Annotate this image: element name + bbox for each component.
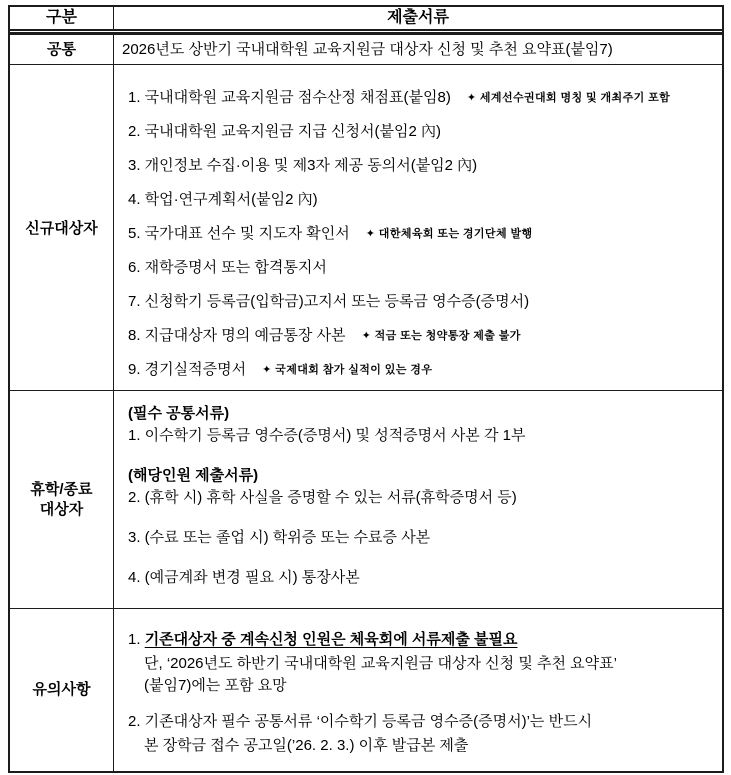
content-line	[128, 325, 718, 347]
text-segment: 1. 이수학기 등록금 영수증(증명서) 및 성적증명서 사본 각 1부	[128, 427, 526, 444]
content-cell-notes	[114, 609, 722, 771]
text-segment: (붙임7)에는 포함 요망	[144, 677, 287, 694]
content-line	[128, 465, 718, 487]
text-segment: 기존대상자 중 계속신청 인원은 체육회에 서류제출 불필요	[144, 631, 518, 648]
content-cell-new-applicants	[114, 65, 722, 393]
text-segment: 단, ‘2026년도 하반기 국내대학원 교육지원금 대상자 신청 및 추천 요약표’	[144, 655, 617, 672]
text-segment: 2. 기존대상자 필수 공통서류 ‘이수학기 등록금 영수증(증명서)’는 반드시	[128, 713, 593, 730]
content-line	[122, 39, 613, 61]
content-line	[128, 567, 718, 589]
text-segment: 2. (휴학 시) 휴학 사실을 증명할 수 있는 서류(휴학증명서 등)	[128, 489, 517, 506]
content-line	[128, 87, 718, 109]
table-header-row	[10, 7, 722, 34]
text-segment: 7. 신청학기 등록금(입학금)고지서 또는 등록금 영수증(증명서)	[128, 293, 530, 310]
category-cell-leave-or-end	[10, 391, 114, 608]
text-segment: 2. 국내대학원 교육지원금 지급 신청서(붙임2 內)	[128, 123, 442, 140]
category-label: 휴학/종료	[30, 480, 93, 498]
content-line	[128, 653, 718, 675]
category-cell-new-applicants	[10, 65, 114, 393]
table-row-notes	[10, 608, 722, 771]
text-segment: 1. 국내대학원 교육지원금 점수산정 채점표(붙임8)	[128, 89, 451, 106]
content-line	[128, 629, 718, 651]
content-line	[128, 155, 718, 177]
category-label: 유의사항	[32, 681, 91, 698]
content-cell-leave-or-end	[114, 391, 722, 608]
content-line	[128, 257, 718, 279]
content-line	[128, 735, 718, 757]
text-segment: 6. 재학증명서 또는 합격통지서	[128, 259, 327, 276]
category-cell-notes	[10, 609, 114, 771]
category-label: 공통	[47, 40, 76, 58]
submission-documents-table	[8, 5, 724, 773]
content-line	[128, 189, 718, 211]
text-segment: 본 장학금 접수 공고일(’26. 2. 3.) 이후 발급본 제출	[144, 737, 469, 754]
content-line	[128, 675, 718, 697]
table-row-new-applicants	[10, 64, 722, 390]
content-line	[128, 121, 718, 143]
content-line	[128, 403, 718, 425]
text-segment: 5. 국가대표 선수 및 지도자 확인서	[128, 225, 350, 242]
content-line	[128, 711, 718, 733]
inline-note: ✦ 세계선수권대회 명칭 및 개최주기 포함	[466, 92, 671, 104]
content-line	[128, 527, 718, 549]
text-segment: 3. (수료 또는 졸업 시) 학위증 또는 수료증 사본	[128, 529, 431, 546]
content-line	[128, 487, 718, 509]
content-line	[128, 291, 718, 313]
content-line	[128, 425, 718, 447]
category-label: 신규대상자	[25, 220, 98, 237]
inline-note: ✦ 국제대회 참가 실적이 있는 경우	[262, 364, 433, 376]
text-segment: 1.	[128, 631, 145, 648]
content-cell-common	[114, 35, 722, 64]
text-segment: 8. 지급대상자 명의 예금통장 사본	[128, 327, 346, 344]
text-segment: 3. 개인정보 수집·이용 및 제3자 제공 동의서(붙임2 內)	[128, 157, 478, 174]
table-row-common	[10, 34, 722, 64]
text-segment: 4. (예금계좌 변경 필요 시) 통장사본	[128, 569, 360, 586]
content-line	[128, 359, 718, 381]
text-segment: 9. 경기실적증명서	[128, 361, 247, 378]
table-row-leave-or-end	[10, 390, 722, 608]
inline-note: ✦ 대한체육회 또는 경기단체 발행	[365, 228, 533, 240]
category-label: 대상자	[39, 500, 84, 518]
table-body	[10, 34, 722, 771]
text-segment: (필수 공통서류)	[128, 405, 230, 422]
inline-note: ✦ 적금 또는 청약통장 제출 불가	[361, 330, 521, 342]
header-cell-category: 구분	[10, 7, 114, 29]
text-segment: 2026년도 상반기 국내대학원 교육지원금 대상자 신청 및 추천 요약표(붙임7)	[122, 40, 613, 58]
text-segment: 4. 학업·연구계획서(붙임2 內)	[128, 191, 318, 208]
header-cell-documents: 제출서류	[387, 9, 449, 26]
text-segment: (해당인원 제출서류)	[128, 467, 259, 484]
content-line	[128, 223, 718, 245]
category-cell-common	[10, 35, 114, 64]
